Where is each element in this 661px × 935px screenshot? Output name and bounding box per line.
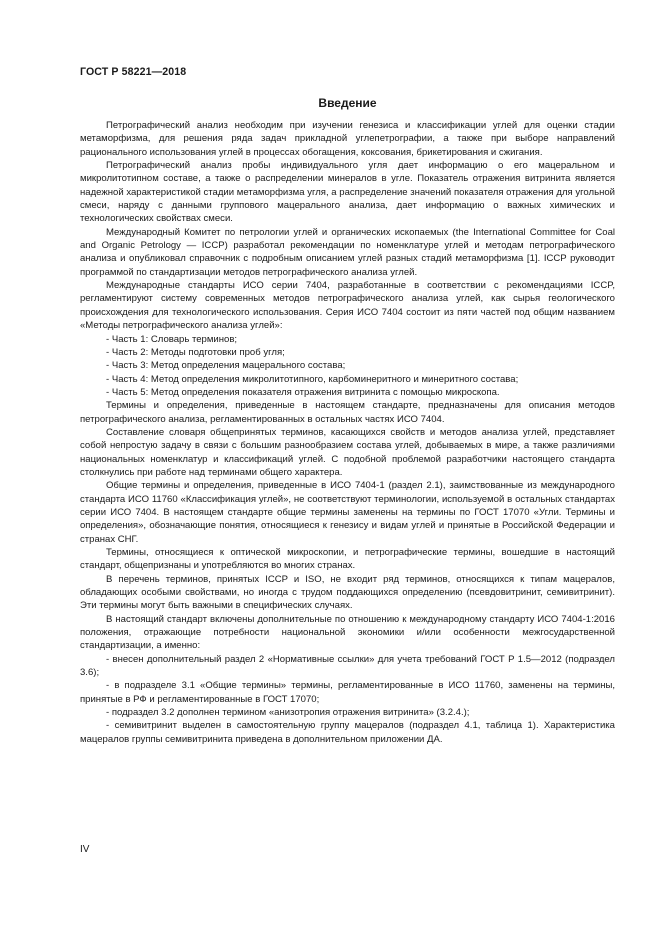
- paragraph: Термины и определения, приведенные в настоящем стандарте, предназначены для описания методов петрографического анализа, регламентированных в остальных частях ИСО 7404.: [80, 400, 615, 425]
- list-item: - семивитринит выделен в самостоятельную группу мацералов (подраздел 4.1, таблица 1). Характеристика мацералов группы семивитринита приведена в дополнительном приложении ДА.: [80, 720, 615, 745]
- paragraph: В перечень терминов, принятых ICCP и ISO, не входит ряд терминов, относящихся к типам мацералов, обладающих особыми свойствами, но иногда с трудом поддающихся определению (псевдовитринит, семивитринит). Эти термины могут быть важными в специфических случаях.: [80, 573, 615, 612]
- paragraph: Международный Комитет по петрологии углей и органических ископаемых (the International Committee for Coal and Organic Petrology — ICCP) разработал рекомендации по номенклатуре углей и методам петрографического анализа и опубликовал справочник с подробным описанием углей разных стадий метаморфизма [1]. ICCP руководит программой по стандартизации методов петрографического анализа углей.: [80, 226, 615, 278]
- paragraph: Составление словаря общепринятых терминов, касающихся свойств и методов анализа углей, представляет собой непростую задачу в связи с большим разнообразием состава углей, добываемых в мире, а также различиями национальных номенклатур и классификаций углей. С подобной проблемой разработчики настоящего стандарта столкнулись при работе над терминами общего характера.: [80, 426, 615, 478]
- paragraph: Термины, относящиеся к оптической микроскопии, и петрографические термины, вошедшие в настоящий стандарт, общепризнаны и употребляются во многих странах.: [80, 547, 615, 572]
- paragraph: Общие термины и определения, приведенные в ИСО 7404-1 (раздел 2.1), заимствованные из международного стандарта ИСО 11760 «Классификация углей», не соответствуют терминологии, используемой в остальных стандартах серии ИСО 7404. В настоящем стандарте общие термины заменены на термины по ГОСТ 17070 «Угли. Термины и определения», обозначающие понятия, относящиеся к генезису и видам углей и принятые в Российской Федерации и странах СНГ.: [80, 480, 615, 545]
- document-header: ГОСТ Р 58221—2018: [80, 66, 187, 78]
- paragraph: Международные стандарты ИСО серии 7404, разработанные в соответствии с рекомендациями ICCP, регламентируют систему современных методов петрографического анализа углей, как сырья геологического происхождения для технологического использования. Серия ИСО 7404 состоит из пяти частей под общим названием «Методы петрографического анализа углей»:: [80, 280, 615, 332]
- list-item: - подраздел 3.2 дополнен термином «анизотропия отражения витринита» (3.2.4.);: [106, 707, 470, 719]
- list-item: - Часть 3: Метод определения мацерального состава;: [106, 360, 346, 372]
- document-body: [80, 119, 615, 746]
- paragraph: В настоящий стандарт включены дополнительные по отношению к международному стандарту ИСО 7404-1:2016 положения, отражающие потребности национальной экономики и/или особенности межгосударственной стандартизации, а именно:: [80, 613, 615, 652]
- list-item: - внесен дополнительный раздел 2 «Нормативные ссылки» для учета требований ГОСТ Р 1.5—2012 (подраздел 3.6);: [80, 653, 615, 679]
- paragraph: Петрографический анализ необходим при изучении генезиса и классификации углей для оценки стадии метаморфизма, для решения ряда задач прикладной углепетрографии, а также при выборе направлений рационального использования углей в процессах обогащения, коксования, брикетирования и сжигания.: [80, 120, 615, 158]
- list-item: - Часть 1: Словарь терминов;: [106, 333, 238, 345]
- list-item: - в подразделе 3.1 «Общие термины» термины, регламентированные в ИСО 11760, заменены на термины, принятые в РФ и регламентированные в ГОСТ 17070;: [80, 680, 615, 705]
- list-item: - Часть 2: Методы подготовки проб угля;: [106, 346, 285, 358]
- section-title: Введение: [318, 96, 377, 110]
- paragraph: Петрографический анализ пробы индивидуального угля дает информацию о его мацеральном и микролитотипном составе, а также о распределении минералов в угле. Показатель отражения витринита является надежной характеристикой стадии метаморфизма угля, а распределение значений показателя отражения для угольной смеси, наряду с данными группового мацерального анализа, дает информацию о важных химических и технологических свойствах смеси.: [80, 160, 615, 225]
- list-item: - Часть 5: Метод определения показателя отражения витринита с помощью микроскопа.: [106, 386, 500, 398]
- list-item: - Часть 4: Метод определения микролитотипного, карбоминеритного и минеритного состава;: [106, 373, 519, 385]
- page-number: IV: [80, 844, 90, 855]
